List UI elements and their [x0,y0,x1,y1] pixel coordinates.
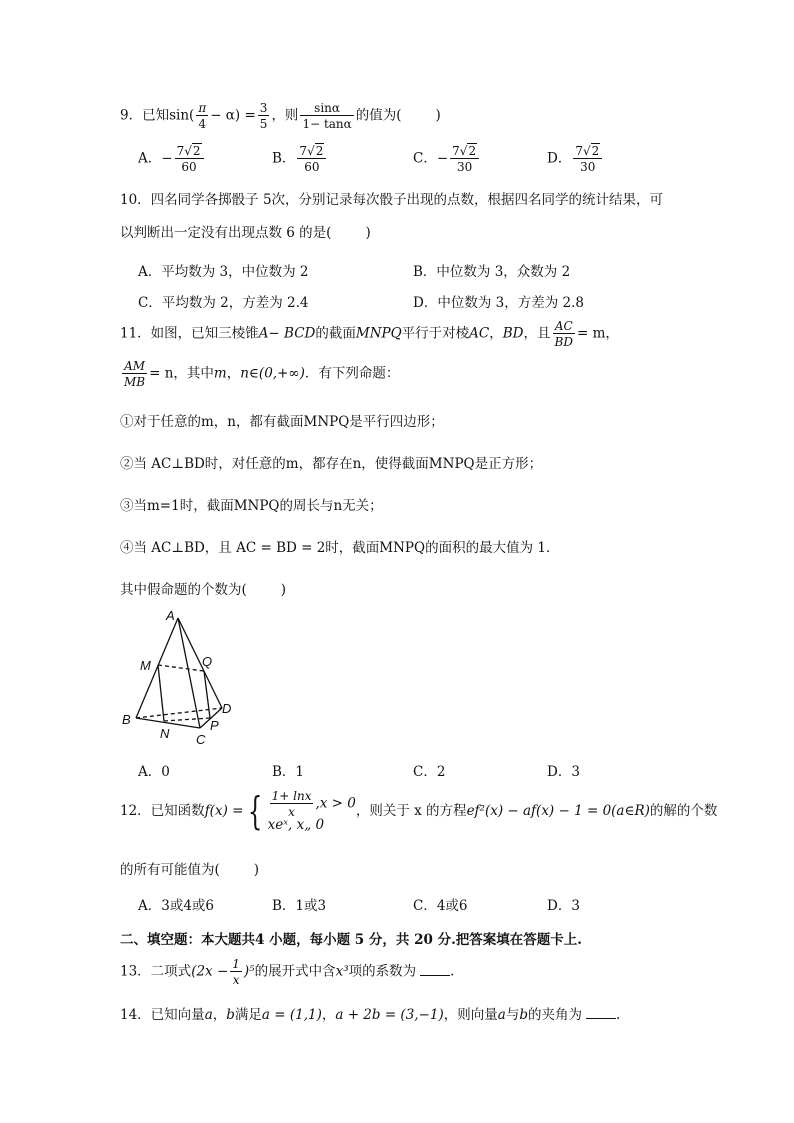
q11-option-b: B．1 [272,764,305,780]
label-a: A [166,608,175,623]
q10-option-c: C．平均数为 2，方差为 2.4 [138,295,309,311]
q10-stem-line2: 以判断出一定没有出现点数 6 的是( ) [120,225,371,241]
q11-statement-4: ④当 AC⊥BD，且 AC = BD = 2时，截面MNPQ的面积的最大值为 1． [120,540,560,556]
q9-frac-sin-tan: $\frac{\sin\alpha}{1- \tan\alpha}$ [302,101,352,131]
q9-option-b: B． $\frac{7√2}{60}$ [272,145,328,173]
q11-statement-1: ①对于任意的m，n，都有截面MNPQ是平行四边形； [120,414,444,430]
q10-option-a: A．平均数为 3，中位数为 2 [138,264,309,280]
edge-mq [158,665,204,671]
label-n: N [160,726,170,741]
edge-ad [178,618,222,708]
q11-frac-ac-bd: $\frac{AC}{BD}$ [554,319,573,349]
q12-stem-line1: 12．已知函数f(x) = { $\frac{1+ \ln x}{x}$ ,x > 0 xeˣ, x„ 0 ，则关于 x 的方程ef²(x) − af(x) − 1 = 0(a∈R)的解的个数 [120,789,718,834]
edge-np [164,718,210,721]
q13-answer-blank[interactable] [420,965,450,976]
q12-option-c: C．4或6 [413,898,468,914]
q9-option-a: A．− $\frac{7√2}{60}$ [138,145,206,173]
q11-stem-line2: $\frac{AM}{MB}$ = n，其中m，n∈(0,+∞)．有下列命题： [124,359,400,389]
q11-option-a: A．0 [138,764,170,780]
section-2-heading: 二、填空题：本大题共4 小题，每小题 5 分，共 20 分.把答案填在答题卡上. [120,932,582,948]
q10-stem-line1: 10．四名同学各掷骰子 5次，分别记录每次骰子出现的点数，根据四名同学的统计结果，可 [120,192,664,208]
q11-tetrahedron-figure [118,608,248,748]
q11-frac-am-mb: $\frac{AM}{MB}$ [124,359,146,389]
q11-option-d: D．3 [547,764,580,780]
q11-ask: 其中假命题的个数为( ) [120,582,287,598]
q12-option-b: B．1或3 [272,898,327,914]
label-p: P [210,718,219,733]
q9-option-c: C．− $\frac{7√2}{30}$ [413,145,481,173]
label-b: B [122,712,131,727]
q11-statement-3: ③当m=1时，截面MNPQ的周长与n无关； [120,498,383,514]
q11-stem-line1: 11．如图，已知三棱锥A− BCD的截面MNPQ平行于对棱AC，BD，且 $\frac{AC}{BD}$ = m， [120,319,619,349]
q11-statement-2: ②当 AC⊥BD时，对任意的m，都存在n，使得截面MNPQ是正方形； [120,456,543,472]
q9-option-d: D． $\frac{7√2}{30}$ [547,145,604,173]
label-m: M [140,658,151,673]
q12-option-d: D．3 [547,898,580,914]
q9-frac-pi-4: $\frac{\pi}{4}$ [198,101,207,131]
q11-option-c: C．2 [413,764,446,780]
q10-option-b: B．中位数为 3，众数为 2 [413,264,571,280]
label-c: C [196,732,206,747]
edge-mn [158,665,164,721]
label-d: D [222,701,232,716]
q10-option-d: D．中位数为 3，方差为 2.8 [413,295,584,311]
q14-stem: 14．已知向量a，b满足a = (1,1)，a + 2b = (3,−1)，则向量a与b的夹角为 . [120,1007,621,1023]
label-q: Q [202,654,213,669]
q9-stem: 9．已知sin( $\frac{\pi}{4}$ − α) = $\frac{3}{5}$ ，则 $\frac{\sin\alpha}{1- \tan\alpha}$ 的值为( ) [120,101,441,131]
q9-frac-3-5: $\frac{3}{5}$ [259,101,268,131]
edge-ac [178,618,200,728]
q12-piecewise: $\frac{1+ \ln x}{x}$ ,x > 0 xeˣ, x„ 0 [267,789,356,833]
q14-answer-blank[interactable] [586,1008,616,1019]
q12-option-a: A．3或4或6 [138,898,215,914]
q12-stem-line2: 的所有可能值为( ) [120,862,260,878]
q13-stem: 13．二项式(2x − $\frac{1}{x}$ )⁵的展开式中含x³项的系数为 . [120,957,455,987]
